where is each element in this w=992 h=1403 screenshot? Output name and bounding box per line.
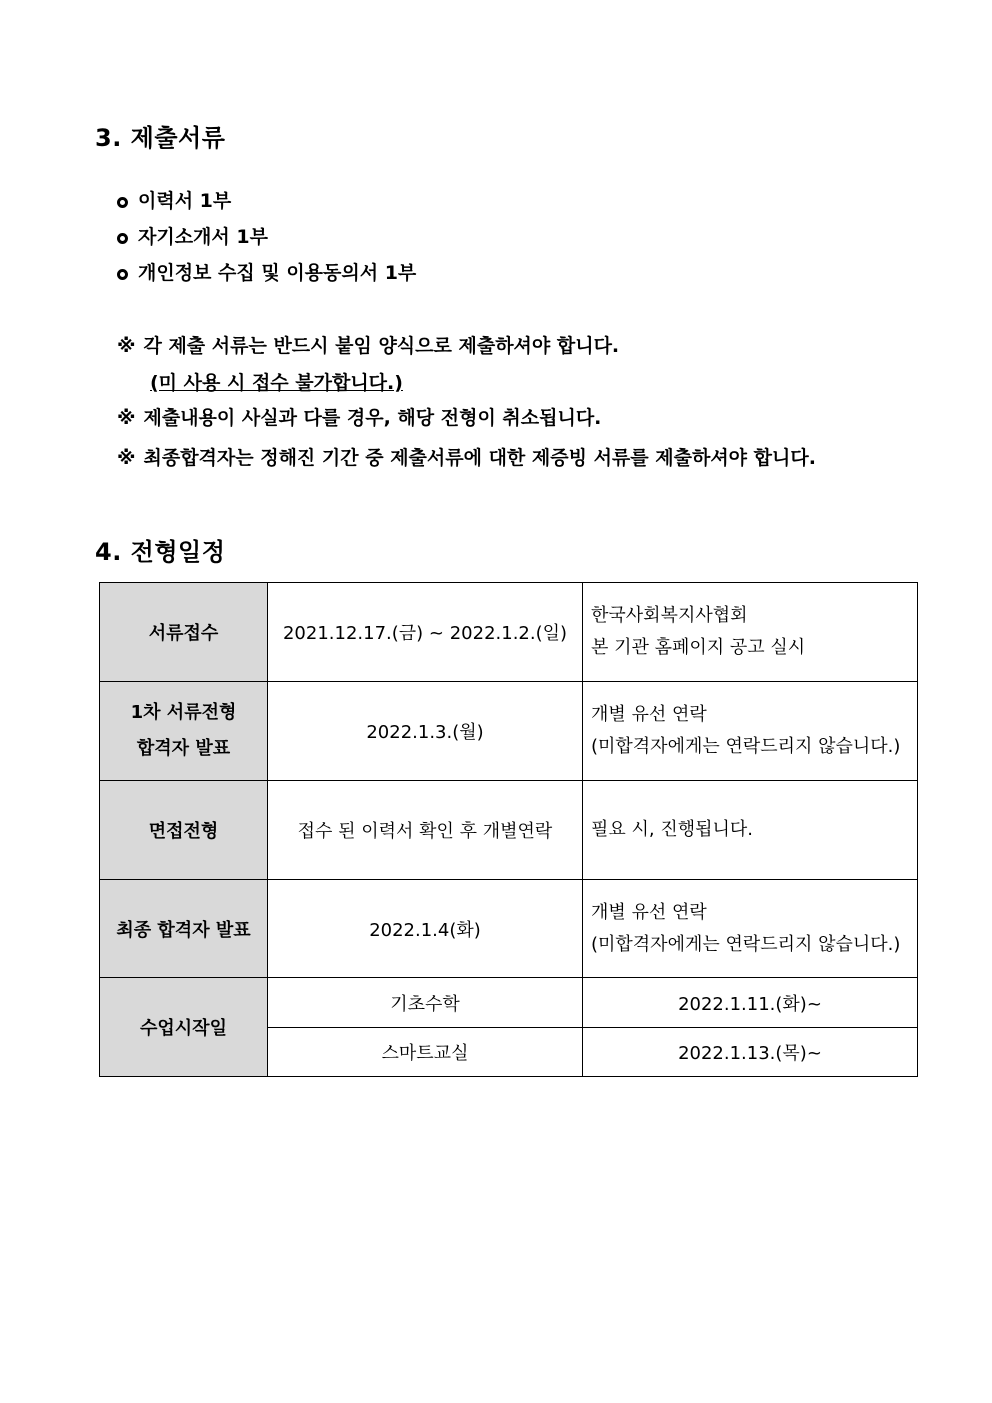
note-text: 최종합격자는 정해진 기간 중 제출서류에 대한 제증빙 서류를 제출하셔야 합니다. [143,447,816,469]
row-label: 면접전형 [100,781,268,880]
note-line: 본 기관 홈페이지 공고 실시 [591,637,806,658]
note [117,403,601,430]
note-line: (미합격자에게는 연락드리지 않습니다.) [591,933,901,955]
note-line: 개별 유선 연락 [591,901,707,923]
course-date: 2022.1.13.(목)~ [583,1028,918,1077]
list-item [117,222,268,249]
row-label: 최종 합격자 발표 [100,880,268,978]
row-note [583,682,918,781]
note-text: 제출내용이 사실과 다를 경우, 해당 전형이 취소됩니다. [143,407,602,429]
section-4-title: 4. 전형일정 [95,538,226,566]
row-note [583,781,918,880]
table-row [100,583,918,682]
row-date: 2022.1.4(화) [268,880,583,978]
note-text: 각 제출 서류는 반드시 붙임 양식으로 제출하셔야 합니다. [143,335,620,357]
row-date: 접수 된 이력서 확인 후 개별연락 [268,781,583,880]
list-item-text: 자기소개서 1부 [138,226,268,248]
table-row [100,781,918,880]
note-mark: ※ [117,447,136,469]
section-3-title: 3. 제출서류 [95,124,226,152]
note [117,443,816,470]
table-row [100,880,918,978]
row-note [583,583,918,682]
bullet-circle-icon [117,269,128,280]
row-note [583,880,918,978]
note-line: 필요 시, 진행됩니다. [591,819,753,840]
table-row [100,978,918,1028]
table-row [100,682,918,781]
note-mark: ※ [117,335,136,357]
list-item [117,186,231,213]
list-item-text: 이력서 1부 [138,190,232,212]
row-label: 서류접수 [100,583,268,682]
row-date: 2021.12.17.(금) ~ 2022.1.2.(일) [268,583,583,682]
list-item [117,258,416,285]
class-start-label: 수업시작일 [100,978,268,1077]
course-date: 2022.1.11.(화)~ [583,978,918,1028]
note-line: (미합격자에게는 연락드리지 않습니다.) [591,736,901,757]
bullet-circle-icon [117,233,128,244]
note-line: 한국사회복지사협회 [591,605,748,626]
course-name: 스마트교실 [268,1028,583,1077]
note-line: 개별 유선 연락 [591,704,707,725]
note [117,331,619,358]
bullet-circle-icon [117,197,128,208]
row-label [100,682,268,781]
label-line: 합격자 발표 [136,738,231,759]
schedule-table [99,582,918,1077]
list-item-text: 개인정보 수집 및 이용동의서 1부 [138,262,417,284]
label-line: 1차 서류전형 [130,702,237,723]
row-date: 2022.1.3.(월) [268,682,583,781]
course-name: 기초수학 [268,978,583,1028]
note-mark: ※ [117,407,136,429]
note-sub: (미 사용 시 접수 불가합니다.) [150,372,403,394]
